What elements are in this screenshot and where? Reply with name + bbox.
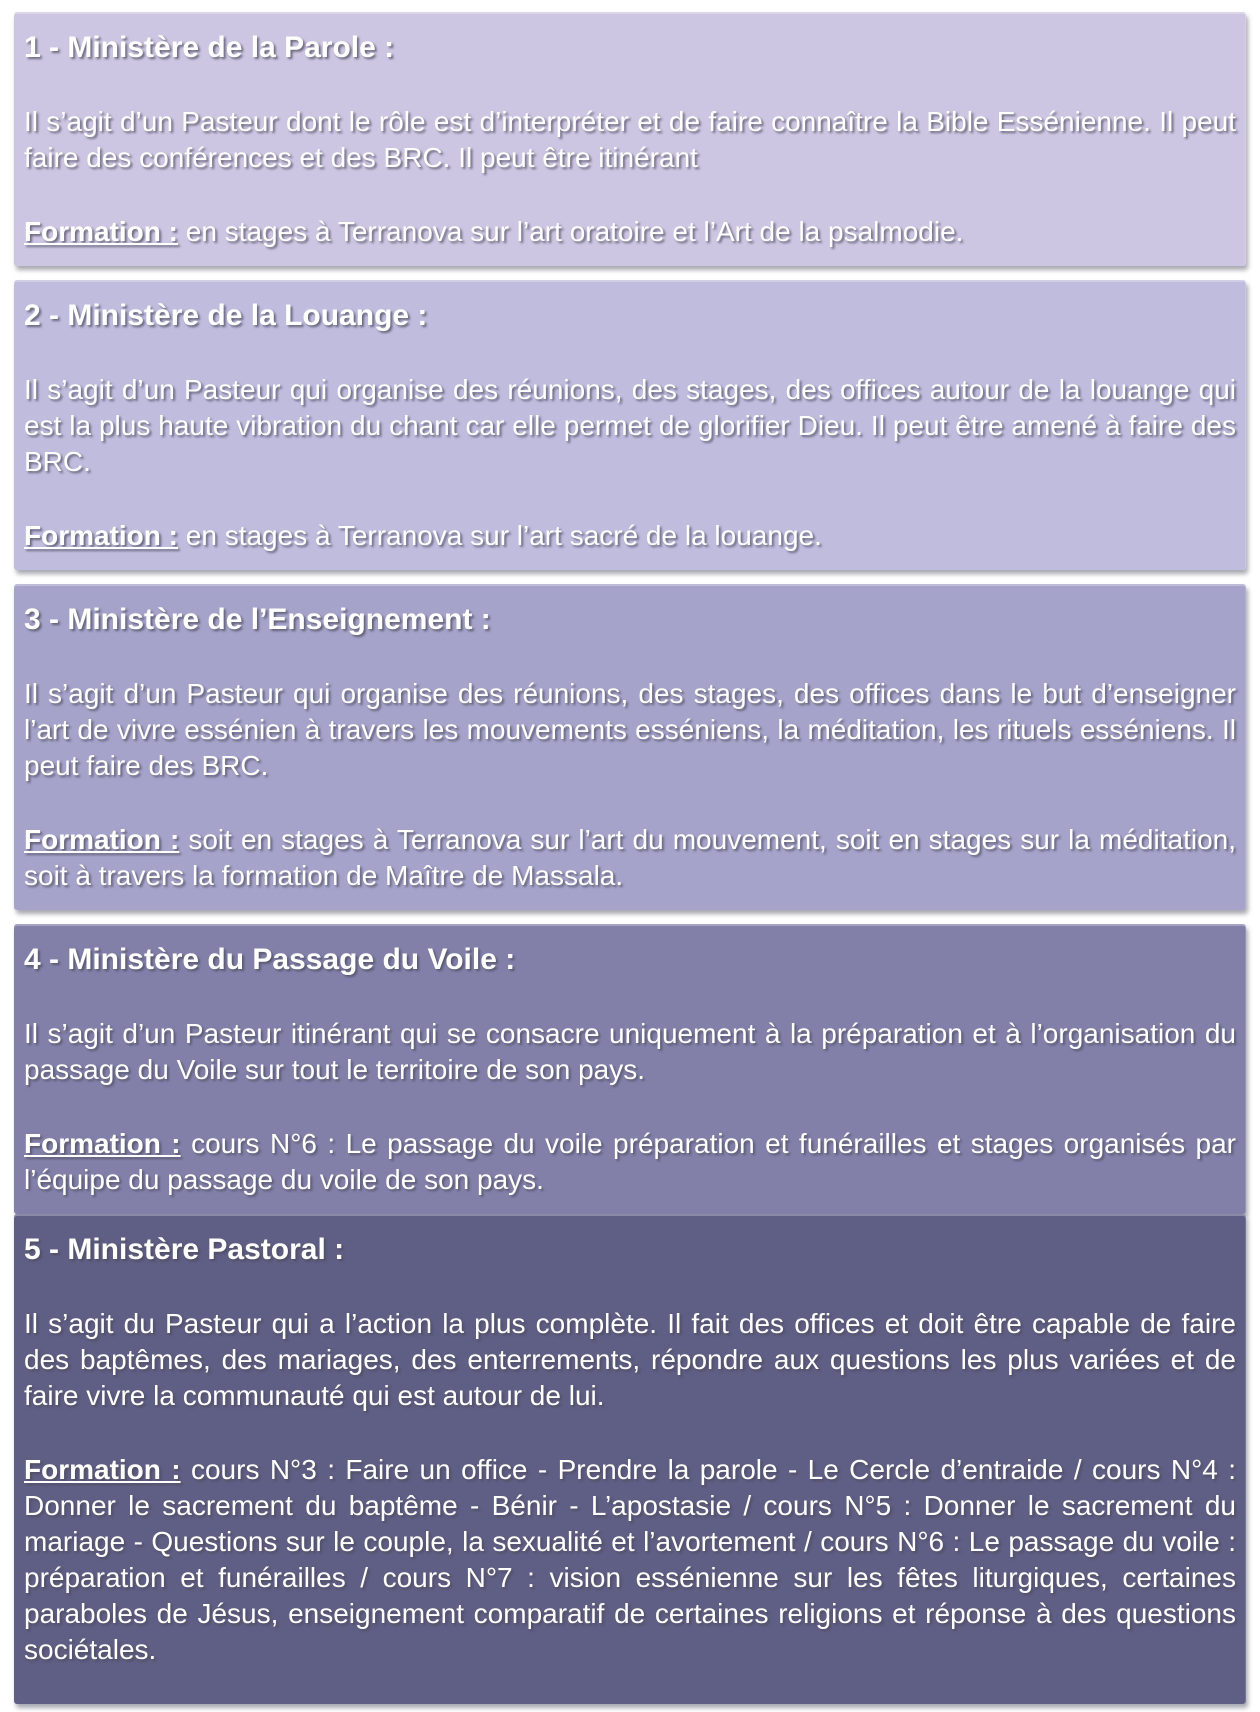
section-ministere-passage-du-voile <box>14 924 1246 1214</box>
section-body: Il s’agit d’un Pasteur itinérant qui se consacre uniquement à la préparation et à l’organisation du passage du Voile sur tout le territoire de son pays. <box>24 1018 1236 1085</box>
formation-label: Formation : <box>24 1128 181 1159</box>
section-formation <box>24 1126 1236 1198</box>
section-title: 4 - Ministère du Passage du Voile : <box>24 943 516 976</box>
formation-label: Formation : <box>24 824 180 855</box>
formation-text: cours N°6 : Le passage du voile préparation et funérailles et stages organisés par l’équipe du passage du voile de son pays. <box>24 1128 1236 1195</box>
formation-text: en stages à Terranova sur l’art oratoire et l’Art de la psalmodie. <box>185 216 964 247</box>
section-ministere-parole <box>14 12 1246 266</box>
formation-text: en stages à Terranova sur l’art sacré de la louange. <box>185 520 822 551</box>
section-ministere-louange <box>14 280 1246 570</box>
section-title: 5 - Ministère Pastoral : <box>24 1233 345 1266</box>
formation-label: Formation : <box>24 216 178 247</box>
formation-text: cours N°3 : Faire un office - Prendre la parole - Le Cercle d’entraide / cours N°4 : Donner le sacrement du baptême - Bénir - L’apostasie / cours N°5 : Donner le sacrement du mariage - Questions sur le couple, la sexualité et l’avortement / cours N°6 : Le passage du voile : préparation et funérailles / cours N°7 : vision essénienne sur les fêtes liturgiques, certaines paraboles de Jésus, enseignement comparatif de certaines religions et réponse à des questions sociétales. <box>24 1454 1236 1665</box>
section-body: Il s’agit d’un Pasteur dont le rôle est d’interpréter et de faire connaître la Bible Essénienne. Il peut faire des conférences et des BRC. Il peut être itinérant <box>24 106 1236 173</box>
section-title: 1 - Ministère de la Parole : <box>24 31 395 64</box>
section-body: Il s’agit d’un Pasteur qui organise des réunions, des stages, des offices autour de la louange qui est la plus haute vibration du chant car elle permet de glorifier Dieu. Il peut être amené à faire des BRC. <box>24 374 1236 477</box>
section-ministere-enseignement <box>14 584 1246 910</box>
section-formation <box>24 822 1236 894</box>
section-title: 3 - Ministère de l’Enseignement : <box>24 603 491 636</box>
section-formation <box>24 1452 1236 1668</box>
section-formation <box>24 518 1236 554</box>
section-formation <box>24 214 1236 250</box>
section-body: Il s’agit du Pasteur qui a l’action la plus complète. Il fait des offices et doit être capable de faire des baptêmes, des mariages, des enterrements, répondre aux questions les plus variées et de faire vivre la communauté qui est autour de lui. <box>24 1308 1236 1411</box>
section-body: Il s’agit d’un Pasteur qui organise des réunions, des stages, des offices dans le but d’enseigner l’art de vivre essénien à travers les mouvements esséniens, la méditation, les rituels esséniens. Il peut faire des BRC. <box>24 678 1236 781</box>
formation-label: Formation : <box>24 1454 181 1485</box>
section-title: 2 - Ministère de la Louange : <box>24 299 428 332</box>
formation-label: Formation : <box>24 520 178 551</box>
formation-text: soit en stages à Terranova sur l’art du mouvement, soit en stages sur la méditation, soit à travers la formation de Maître de Massala. <box>24 824 1236 891</box>
section-ministere-pastoral <box>14 1214 1246 1704</box>
